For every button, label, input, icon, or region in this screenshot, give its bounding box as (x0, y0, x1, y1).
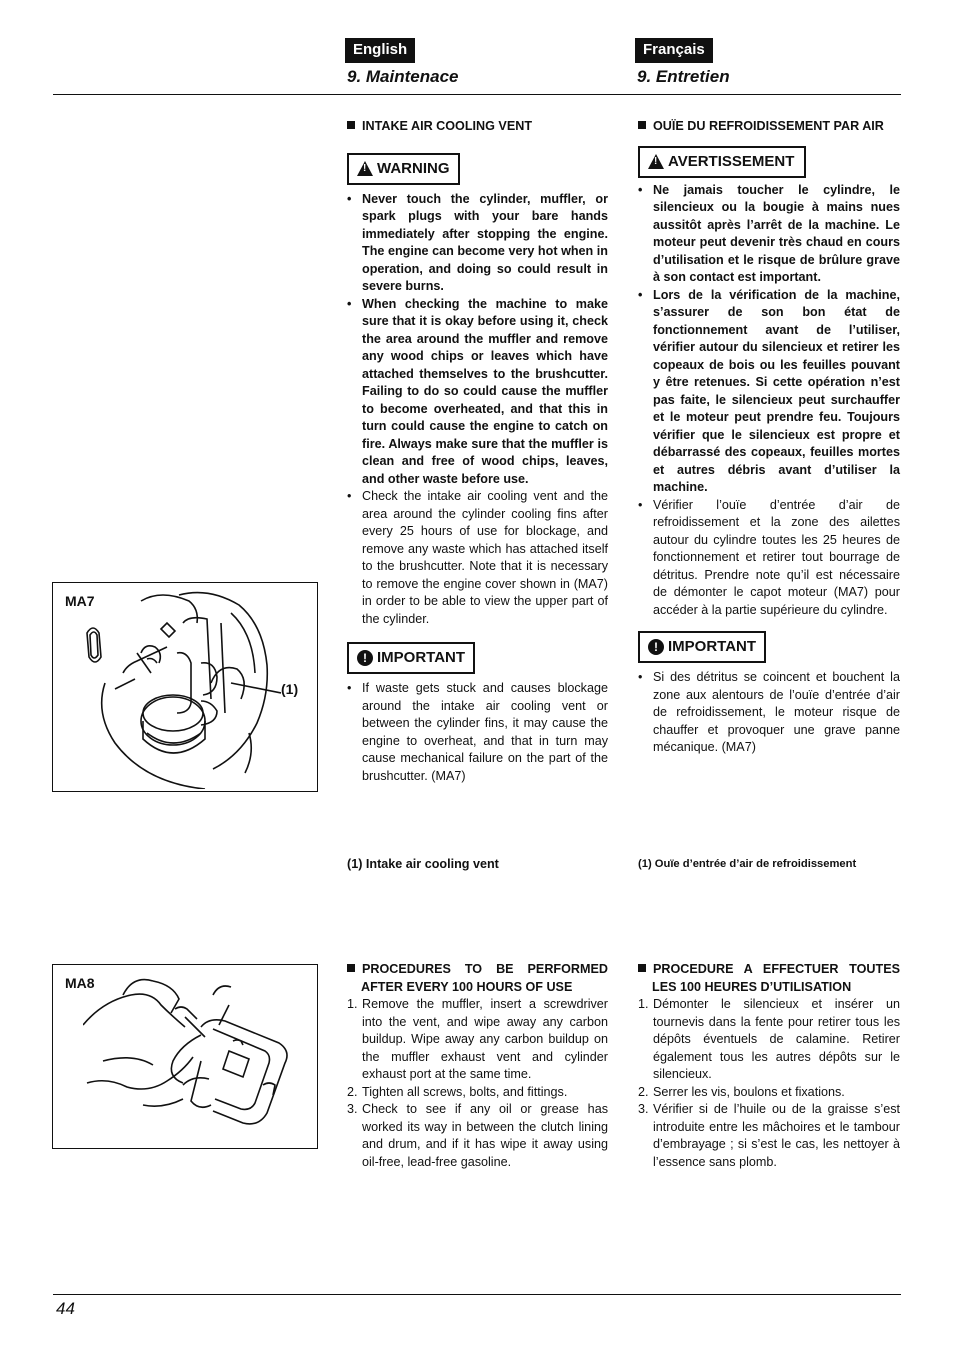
en-proc-heading: PROCEDURES TO BE PERFORMED AFTER EVERY 100 HOURS OF USE (347, 961, 608, 996)
fr-proc-heading: PROCEDURE A EFFECTUER TOUTES LES 100 HEURES D’UTILISATION (638, 961, 900, 996)
en-warning-list (347, 191, 608, 629)
en-intake-section (347, 118, 608, 785)
fr-proc-list (638, 996, 900, 1171)
exclamation-circle-icon: ! (648, 639, 664, 655)
en-intake-heading: INTAKE AIR COOLING VENT (347, 118, 608, 136)
section-title-en: 9. Maintenace (347, 67, 459, 86)
en-important-list (347, 680, 608, 785)
list-item: • Vérifier l’ouïe d’entrée d’air de refroidissement et la zone des ailettes autour du cylindre toutes les 25 heures de fonctionnement et retirer tout bourrage de détritus. Prendre note qu’il est nécessaire de démonter le capot moteur (MA7) pour accéder à la partie supérieure du cylindre. (638, 497, 900, 620)
list-item: • Ne jamais toucher le cylindre, le silencieux ou la bougie à mains nues aussitôt après l’arrêt de la machine. Le moteur peut devenir très chaud en cours d’utilisation et le risque de brûlure grave à son contact est important. (638, 182, 900, 287)
fr-intake-heading: OUÏE DU REFROIDISSEMENT PAR AIR (638, 118, 900, 136)
list-item: • When checking the machine to make sure that it is okay before using it, check the area around the muffler and remove any wood chips or leaves which have attached themselves to the brushcutter. Failing to do so could cause the muffler to become overheated, and that this in turn could cause the engine to catch on fire. Always make sure that the muffler is clean and free of wood chips, leaves, and other waste before use. (347, 296, 608, 489)
header-rule (53, 94, 901, 95)
list-item: • Si des détritus se coincent et bouchent la zone aux alentours de l’ouïe d’entrée d’air de refroidissement, le moteur risque de chauffer et provoquer une grave panne mécanique. (MA7) (638, 669, 900, 757)
list-item: • Check the intake air cooling vent and the area around the cylinder cooling fins after every 25 hours of use for blockage, and remove any waste which has attached itself to the brushcutter. Note that it is necessary to remove the engine cover shown in (MA7) in order to be able to view the upper part of the cylinder. (347, 488, 608, 628)
list-item: • If waste gets stuck and causes blockage around the intake air cooling vent or between the cylinder fins, it may cause the engine to overheat, and that in turn may cause mechanical failure on the part of the brushcutter. (MA7) (347, 680, 608, 785)
list-item: 2. Tighten all screws, bolts, and fittings. (347, 1084, 568, 1099)
fr-important-list (638, 669, 900, 757)
page-number: 44 (56, 1299, 75, 1318)
fr-procedure-section (638, 961, 900, 1171)
fr-intake-section (638, 118, 900, 757)
list-item: • Never touch the cylinder, muffler, or spark plugs with your bare hands immediately after stopping the engine. The engine can become very hot when in operation, and doing so could result in severe burns. (347, 191, 608, 296)
square-bullet-icon (347, 121, 355, 129)
lang-tab-english: English (345, 38, 415, 63)
list-item: • Lors de la vérification de la machine, s’assurer de son bon état de fonctionnement avant de l’utiliser, vérifier autour du silencieux et retirer les copeaux de bois ou les feuilles pouvant y être retenues. Si cette opération n’est pas faite, le silencieux peut surchauffer et le moteur peut prendre feu. Toujours vérifier que le silencieux est propre et débarrassé des copeaux, feuilles mortes et autres débris avant d’utiliser la machine. (638, 287, 900, 497)
en-proc-list (347, 996, 608, 1171)
fr-important-label: ! IMPORTANT (638, 631, 766, 663)
exclamation-circle-icon: ! (357, 650, 373, 666)
square-bullet-icon (638, 964, 646, 972)
warning-triangle-icon (357, 161, 373, 176)
figure-label-ma7: MA7 (65, 593, 95, 609)
square-bullet-icon (638, 121, 646, 129)
en-important-label: ! IMPORTANT (347, 642, 475, 674)
list-item: 1. Remove the muffler, insert a screwdriver into the vent, and wipe away any carbon buildup. Wipe away any carbon buildup on the muffler exhaust vent and cylinder exhaust port at the same time. (347, 997, 608, 1081)
square-bullet-icon (347, 964, 355, 972)
engine-illustration (81, 583, 281, 789)
warning-triangle-icon (648, 154, 664, 169)
list-item: 3. Check to see if any oil or grease has worked its way in between the clutch lining and drum, and if it has wipe it away using oil-free, lead-free gasoline. (347, 1102, 608, 1169)
en-procedure-section (347, 961, 608, 1171)
footer-rule (53, 1294, 901, 1295)
fr-caption: (1) Ouïe d’entrée d’air de refroidissement (638, 858, 857, 870)
list-item: 1. Démonter le silencieux et insérer un tournevis dans la fente pour retirer tous les dépôts éventuels de calamine. Retirer également tous les autres dépôts sur le silencieux. (638, 997, 900, 1081)
figure-label-ma8: MA8 (65, 975, 95, 991)
section-title-fr: 9. Entretien (637, 67, 730, 86)
en-caption: (1) Intake air cooling vent (347, 857, 499, 871)
fr-warning-label: ! AVERTISSEMENT (638, 146, 806, 178)
muffler-cleaning-illustration (83, 965, 297, 1145)
fr-warning-list (638, 182, 900, 620)
lang-tab-french: Français (635, 38, 713, 63)
list-item: 2. Serrer les vis, boulons et fixations. (638, 1084, 845, 1099)
figure-callout: (1) (281, 681, 299, 697)
figure-ma7 (52, 582, 318, 792)
list-item: 3. Vérifier si de l’huile ou de la graisse s’est introduite entre les mâchoires et le tambour d’embrayage ; si s’est le cas, les nettoyer à l’essence sans plomb. (638, 1102, 900, 1169)
en-warning-label: ! WARNING (347, 153, 460, 185)
figure-ma8 (52, 964, 318, 1149)
